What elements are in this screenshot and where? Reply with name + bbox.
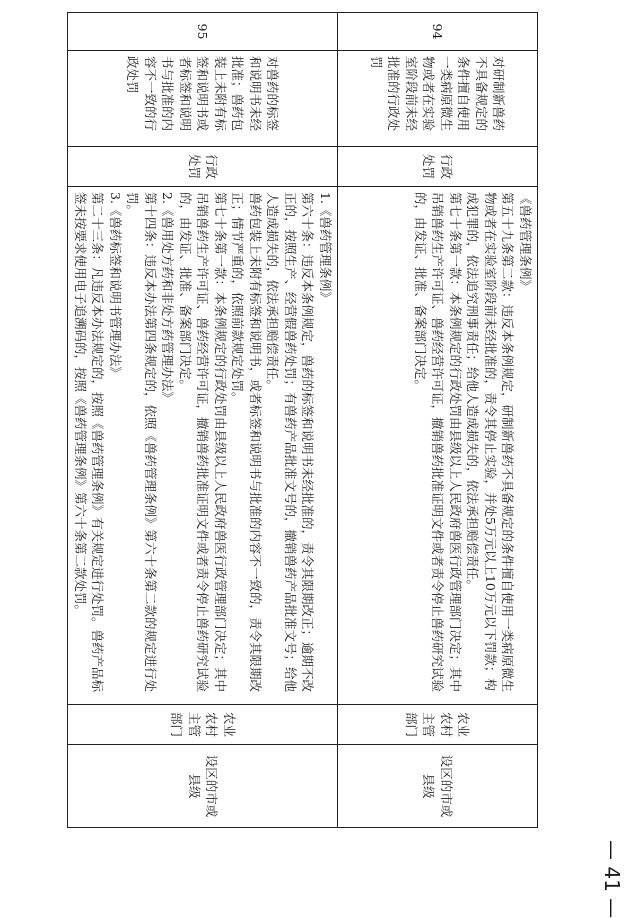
department-cell: 农业农村主管部门 — [68, 705, 338, 745]
basis-line: 第二十三条：凡违反本办法规定的，按照《兽药管理条例》有关规定进行处罚。兽药产品标签未按要求使用电子追溯码的，按照《兽药管理条例》第六十条第二款处罚。 — [73, 192, 106, 693]
table-frame — [73, 12, 538, 827]
basis-line: 2.《兽用处方药和非处方药管理办法》 — [160, 192, 176, 404]
basis-line: 第六十条：违反本条例规定，兽药的标签和说明书未经批准的，责令其限期改正；逾期不改正的，按照生产、经营假兽药处罚；有兽药产品批准文号的，撤销兽药产品批准文号；给他人造成损失的，依法承担赔偿责任。 — [265, 192, 316, 693]
type-cell: 行政处罚 — [338, 147, 538, 187]
table-row — [68, 13, 338, 828]
basis-cell — [68, 187, 338, 705]
penalty-table — [68, 12, 539, 828]
page-number — [598, 840, 628, 918]
matter-cell: 对兽药的标签和说明书未经批准；兽药包装上未附有标签和说明书或者标签和说明书与批准的内容不一致的行政处罚 — [68, 51, 338, 147]
table-row — [338, 13, 538, 828]
row-number-cell: 94 — [338, 13, 538, 51]
basis-line: 《兽药管理条例》 — [518, 192, 533, 293]
rotated-table-container — [73, 12, 538, 827]
matter-cell: 对研制新兽药不具备规定的条件擅自使用一类病原微生物或者在实验室阶段前未经批准的行政处罚 — [338, 51, 538, 147]
basis-line: 3.《兽药标签和说明书管理办法》 — [108, 192, 123, 379]
page-number-text: — 41 — — [600, 840, 624, 918]
department-cell: 农业农村主管部门 — [338, 705, 538, 745]
basis-cell — [338, 187, 538, 705]
basis-line: 第十四条：违反本办法第四条规定的，依照《兽药管理条例》第六十条第二款的规定进行处罚。 — [125, 192, 158, 693]
basis-line: 第七十条第一款：本条例规定的行政处罚由县级以上人民政府兽医行政管理部门决定；其中吊销兽药生产许可证、兽药经营许可证，撤销兽药批准证明文件或者责令停止兽药研究试验的，由发证、批准、备案部门决定。 — [413, 192, 463, 693]
basis-line: 1.《兽药管理条例》 — [318, 192, 333, 304]
level-cell: 设区的市或县级 — [68, 745, 338, 828]
basis-line: 第七十条第一款：本条例规定的行政处罚由县级以上人民政府兽医行政管理部门决定；其中吊销兽药生产许可证、兽药经营许可证，撤销兽药批准证明文件或者责令停止兽药研究试验的，由发证、批准、备案部门决定。 — [178, 192, 228, 693]
basis-line: 兽药包装上未附有标签和说明书，或者标签和说明书与批准的内容不一致的，责令其限期改正；情节严重的，依照前款规定处罚。 — [230, 192, 263, 693]
level-cell: 设区的市或县级 — [338, 745, 538, 828]
basis-line: 第五十九条第二款：违反本条例规定，研制新兽药不具备规定的条件擅自使用一类病原微生物或者在实验室阶段前未经批准的，责令其停止实验，并处5万元以上10万元以下罚款；构成犯罪的，依法追究刑事责任；给他人造成损失的，依法承担赔偿责任。 — [465, 192, 516, 693]
type-cell: 行政处罚 — [68, 147, 338, 187]
row-number-cell: 95 — [68, 13, 338, 51]
